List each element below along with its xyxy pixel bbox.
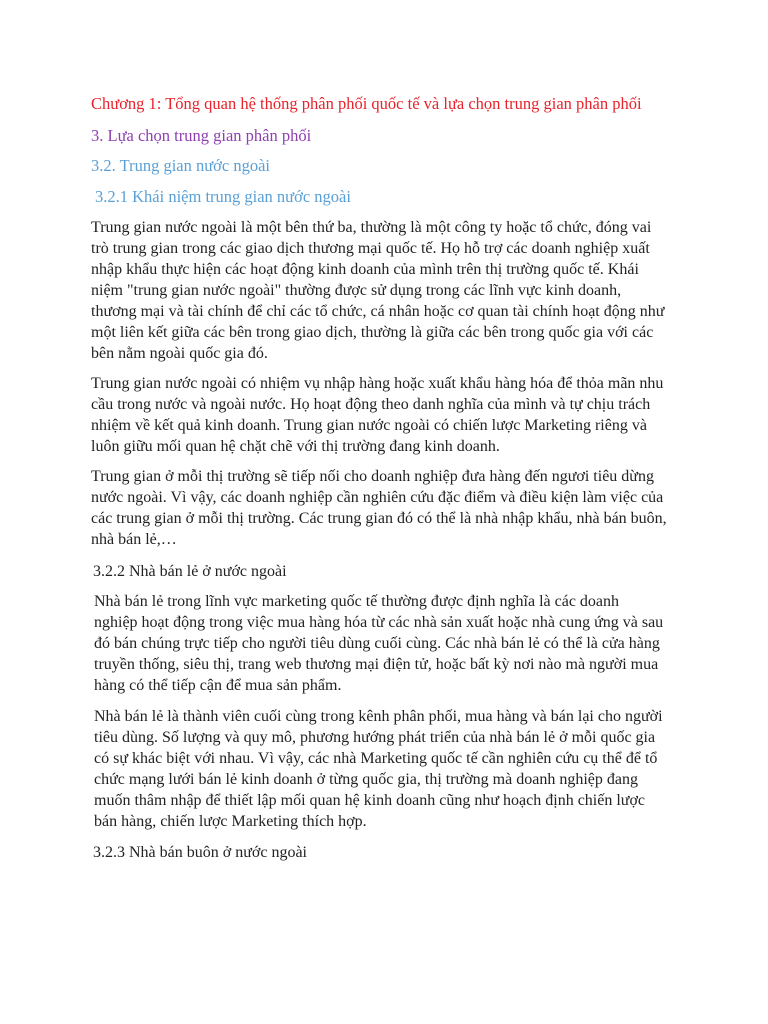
paragraph-line: có sự khác biệt với nhau. Vì vậy, các nhà Marketing quốc tế cần nghiên cứu cụ thể để tổ (94, 750, 658, 767)
paragraph-line: các trung gian ở mỗi thị trường. Các trung gian đó có thể là nhà nhập khẩu, nhà bán buôn, (91, 510, 667, 527)
paragraph-line: Trung gian ở mỗi thị trường sẽ tiếp nối cho doanh nghiệp đưa hàng đến ngươi tiêu dừng (91, 468, 654, 485)
paragraph-line: hàng có thể tiếp cận để mua sản phẩm. (94, 677, 342, 694)
paragraph-line: muốn thâm nhập để thiết lập mối quan hệ kinh doanh cũng như hoạch định chiến lược (94, 792, 646, 809)
paragraph-line: nhà bán lẻ,… (91, 531, 177, 548)
paragraph-3 (91, 466, 691, 550)
subsection-heading: 3.2. Trung gian nước ngoài (91, 156, 271, 175)
paragraph-line: chức mạng lưới bán lẻ kinh doanh ở từng quốc gia, thị trường mà doanh nghiệp đang (94, 771, 638, 788)
paragraph-line: bán hàng, chiến lược Marketing thích hợp. (94, 813, 367, 830)
paragraph-line: truyền thống, siêu thị, trang web thương mại điện tử, hoặc bất kỳ nơi nào mà người mua (94, 656, 659, 673)
paragraph-line: Nhà bán lẻ trong lĩnh vực marketing quốc tế thường được định nghĩa là các doanh (94, 593, 620, 610)
chapter-heading: Chương 1: Tổng quan hệ thống phân phối quốc tế và lựa chọn trung gian phân phối (91, 94, 642, 113)
subsubsection-heading-1: 3.2.1 Khái niệm trung gian nước ngoài (95, 187, 351, 206)
section-heading: 3. Lựa chọn trung gian phân phối (91, 126, 312, 145)
paragraph-line: đó bán chúng trực tiếp cho người tiêu dùng cuối cùng. Các nhà bán lẻ có thể là cửa hàng (94, 635, 660, 652)
paragraph-4 (94, 591, 694, 696)
paragraph-line: cầu trong nước và ngoài nước. Họ hoạt động theo danh nghĩa của mình và tự chịu trách (91, 396, 651, 413)
paragraph-line: nhiệm về kết quả kinh doanh. Trung gian nước ngoài có chiến lược Marketing riêng và (91, 417, 647, 434)
paragraph-line: một liên kết giữa các bên trong giao dịch, thường là giữa các bên trong quốc gia với các (91, 324, 654, 341)
paragraph-line: bên nằm ngoài quốc gia đó. (91, 345, 268, 362)
paragraph-line: trò trung gian trong các giao dịch thương mại quốc tế. Họ hỗ trợ các doanh nghiệp xuất (91, 240, 650, 257)
paragraph-5 (94, 706, 694, 832)
paragraph-1 (91, 217, 691, 364)
paragraph-line: nghiệp hoạt động trong việc mua hàng hóa từ các nhà sản xuất hoặc nhà cung ứng và sau (94, 614, 664, 631)
subsubsection-heading-2: 3.2.2 Nhà bán lẻ ở nước ngoài (93, 563, 287, 580)
paragraph-line: tiêu dùng. Số lượng và quy mô, phương hướng phát triển của nhà bán lẻ ở mỗi quốc gia (94, 729, 656, 746)
subsubsection-heading-3: 3.2.3 Nhà bán buôn ở nước ngoài (93, 844, 307, 861)
paragraph-line: nhập khẩu thực hiện các hoạt động kinh doanh của mình trên thị trường quốc tế. Khái (91, 261, 639, 278)
paragraph-line: Trung gian nước ngoài có nhiệm vụ nhập hàng hoặc xuất khẩu hàng hóa để thỏa mãn nhu (91, 375, 664, 392)
paragraph-line: niệm "trung gian nước ngoài" thường được sử dụng trong các lĩnh vực kinh doanh, (91, 282, 622, 299)
paragraph-line: luôn giữu mối quan hệ chặt chẽ với thị trường đang kinh doanh. (91, 438, 500, 455)
paragraph-line: thương mại và tài chính để chỉ các tổ chức, cá nhân hoặc cơ quan tài chính hoạt động như (91, 303, 665, 320)
paragraph-2 (91, 373, 691, 457)
paragraph-line: Trung gian nước ngoài là một bên thứ ba, thường là một công ty hoặc tổ chức, đóng vai (91, 219, 652, 236)
paragraph-line: Nhà bán lẻ là thành viên cuối cùng trong kênh phân phối, mua hàng và bán lại cho người (94, 708, 663, 725)
paragraph-line: nước ngoài. Vì vậy, các doanh nghiệp cần nghiên cứu đặc điểm và điều kiện làm việc của (91, 489, 664, 506)
